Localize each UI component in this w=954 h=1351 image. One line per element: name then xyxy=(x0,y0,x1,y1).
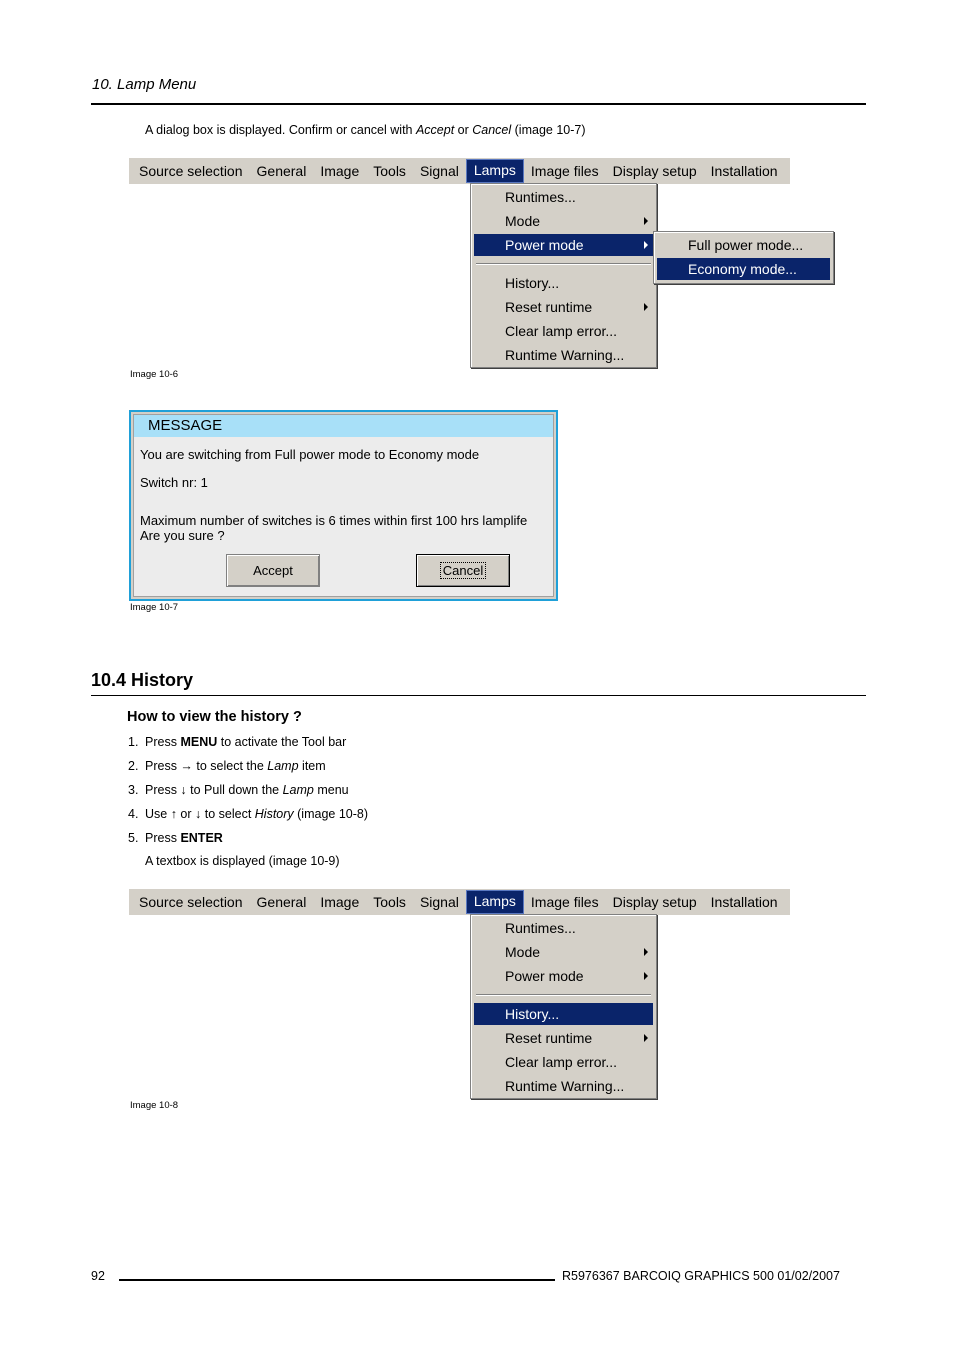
step-term: Lamp xyxy=(282,783,314,797)
step-item xyxy=(128,831,223,845)
menu-item-label: History... xyxy=(505,275,560,291)
lamp-dropdown-2 xyxy=(470,914,657,1099)
menu-display-setup[interactable]: Display setup xyxy=(612,894,697,910)
step-key: ENTER xyxy=(180,831,223,845)
step-text: Use ↑ or ↓ to select xyxy=(145,807,255,821)
intro-after: (image 10-7) xyxy=(511,123,586,137)
step-item xyxy=(128,759,326,773)
message-line-4: Are you sure ? xyxy=(140,528,225,543)
menu-source-selection[interactable]: Source selection xyxy=(139,894,243,910)
menu-item-mode[interactable] xyxy=(474,210,653,232)
menu-general[interactable]: General xyxy=(256,894,307,910)
menu-item-history[interactable] xyxy=(474,272,653,294)
step-number: 5. xyxy=(128,831,139,845)
menu-item-label: Mode xyxy=(505,944,541,960)
menu-item-full-power-mode[interactable] xyxy=(657,234,830,256)
menu-installation[interactable]: Installation xyxy=(710,894,778,910)
after-steps-text: A textbox is displayed (image 10-9) xyxy=(145,854,340,868)
menu-item-label: Full power mode... xyxy=(688,237,804,253)
menu-tools[interactable]: Tools xyxy=(373,163,406,179)
step-text-end: to activate the Tool bar xyxy=(217,735,347,749)
menu-lamps[interactable]: Lamps xyxy=(466,159,524,183)
lamp-dropdown-1 xyxy=(470,183,657,368)
menu-item-label: History... xyxy=(505,1006,560,1022)
submenu-arrow-icon xyxy=(644,217,648,225)
menu-item-label: Runtime Warning... xyxy=(505,347,625,363)
menu-item-label: Mode xyxy=(505,213,541,229)
menu-image[interactable]: Image xyxy=(320,163,360,179)
menu-item-label: Runtimes... xyxy=(505,189,576,205)
menu-item-power-mode[interactable] xyxy=(474,965,653,987)
step-text: Press → to select the xyxy=(145,759,268,773)
menu-item-label: Power mode xyxy=(505,237,584,253)
step-text-end: item xyxy=(298,759,326,773)
intro-cancel: Cancel xyxy=(472,123,512,137)
step-text-end: (image 10-8) xyxy=(293,807,369,821)
menu-source-selection[interactable]: Source selection xyxy=(139,163,243,179)
menu-item-clear-lamp-error[interactable] xyxy=(474,320,653,342)
step-number: 1. xyxy=(128,735,139,749)
dialog-body xyxy=(133,414,554,597)
step-key: MENU xyxy=(180,735,218,749)
menu-item-label: Reset runtime xyxy=(505,1030,593,1046)
menu-item-runtime-warning[interactable] xyxy=(474,344,653,366)
caption-image-10-8: Image 10-8 xyxy=(130,1100,179,1111)
step-term: Lamp xyxy=(267,759,299,773)
menu-item-label: Clear lamp error... xyxy=(505,1054,618,1070)
step-number: 4. xyxy=(128,807,139,821)
menu-item-history[interactable] xyxy=(474,1003,653,1025)
intro-or: or xyxy=(454,123,473,137)
section-rule xyxy=(91,695,866,696)
step-item xyxy=(128,735,346,749)
menu-item-power-mode[interactable] xyxy=(474,234,653,256)
subsection-heading: How to view the history ? xyxy=(127,709,302,725)
menu-item-runtimes[interactable] xyxy=(474,917,653,939)
message-dialog xyxy=(129,410,558,601)
menu-signal[interactable]: Signal xyxy=(419,894,459,910)
step-text: Press ↓ to Pull down the xyxy=(145,783,283,797)
menu-item-runtimes[interactable] xyxy=(474,186,653,208)
menu-item-mode[interactable] xyxy=(474,941,653,963)
cancel-button[interactable] xyxy=(416,554,510,587)
menu-general[interactable]: General xyxy=(256,163,307,179)
submenu-arrow-icon xyxy=(644,948,648,956)
menu-installation[interactable]: Installation xyxy=(710,163,778,179)
message-line-2: Switch nr: 1 xyxy=(140,475,208,490)
step-item xyxy=(128,807,368,821)
menu-signal[interactable]: Signal xyxy=(419,163,459,179)
dialog-title: MESSAGE xyxy=(134,415,553,437)
menu-item-label: Power mode xyxy=(505,968,584,984)
menu-image-files[interactable]: Image files xyxy=(530,163,599,179)
step-text: Press xyxy=(145,831,181,845)
accept-button[interactable]: Accept xyxy=(226,554,320,587)
menu-separator xyxy=(476,263,651,265)
step-text: Press xyxy=(145,735,181,749)
step-text-end: menu xyxy=(313,783,349,797)
step-number: 2. xyxy=(128,759,139,773)
menu-item-label: Reset runtime xyxy=(505,299,593,315)
menu-item-label: Clear lamp error... xyxy=(505,323,618,339)
footer-rule xyxy=(119,1279,555,1281)
menu-item-clear-lamp-error[interactable] xyxy=(474,1051,653,1073)
caption-image-10-7: Image 10-7 xyxy=(130,602,179,613)
menu-tools[interactable]: Tools xyxy=(373,894,406,910)
menu-item-label: Runtime Warning... xyxy=(505,1078,625,1094)
chapter-header: 10. Lamp Menu xyxy=(92,76,197,93)
message-line-1: You are switching from Full power mode to Economy mode xyxy=(140,447,480,462)
menu-display-setup[interactable]: Display setup xyxy=(612,163,697,179)
submenu-arrow-icon xyxy=(644,972,648,980)
intro-paragraph xyxy=(145,123,586,137)
cancel-button-label: Cancel xyxy=(440,562,486,579)
submenu-arrow-icon xyxy=(644,1034,648,1042)
menu-lamps[interactable]: Lamps xyxy=(466,890,524,914)
step-item xyxy=(128,783,349,797)
menubar-1 xyxy=(129,158,790,184)
power-mode-submenu xyxy=(653,231,834,284)
submenu-arrow-icon xyxy=(644,241,648,249)
step-number: 3. xyxy=(128,783,139,797)
menubar-2 xyxy=(129,889,790,915)
caption-image-10-6: Image 10-6 xyxy=(130,369,179,380)
submenu-arrow-icon xyxy=(644,303,648,311)
menu-item-runtime-warning[interactable] xyxy=(474,1075,653,1097)
menu-item-economy-mode[interactable] xyxy=(657,258,830,280)
message-line-3: Maximum number of switches is 6 times within first 100 hrs lamplife xyxy=(140,513,528,528)
step-term: History xyxy=(254,807,294,821)
footer-doc-info: R5976367 BARCOIQ GRAPHICS 500 01/02/2007 xyxy=(562,1269,840,1283)
intro-accept: Accept xyxy=(415,123,455,137)
menu-item-reset-runtime[interactable] xyxy=(474,1027,653,1049)
page-number: 92 xyxy=(91,1269,105,1283)
menu-separator xyxy=(476,994,651,996)
section-heading: 10.4 History xyxy=(91,670,194,690)
menu-image-files[interactable]: Image files xyxy=(530,894,599,910)
intro-text: A dialog box is displayed. Confirm or cancel with xyxy=(145,123,416,137)
header-rule xyxy=(91,103,866,105)
menu-image[interactable]: Image xyxy=(320,894,360,910)
menu-item-label: Economy mode... xyxy=(688,261,797,277)
menu-item-reset-runtime[interactable] xyxy=(474,296,653,318)
menu-item-label: Runtimes... xyxy=(505,920,576,936)
